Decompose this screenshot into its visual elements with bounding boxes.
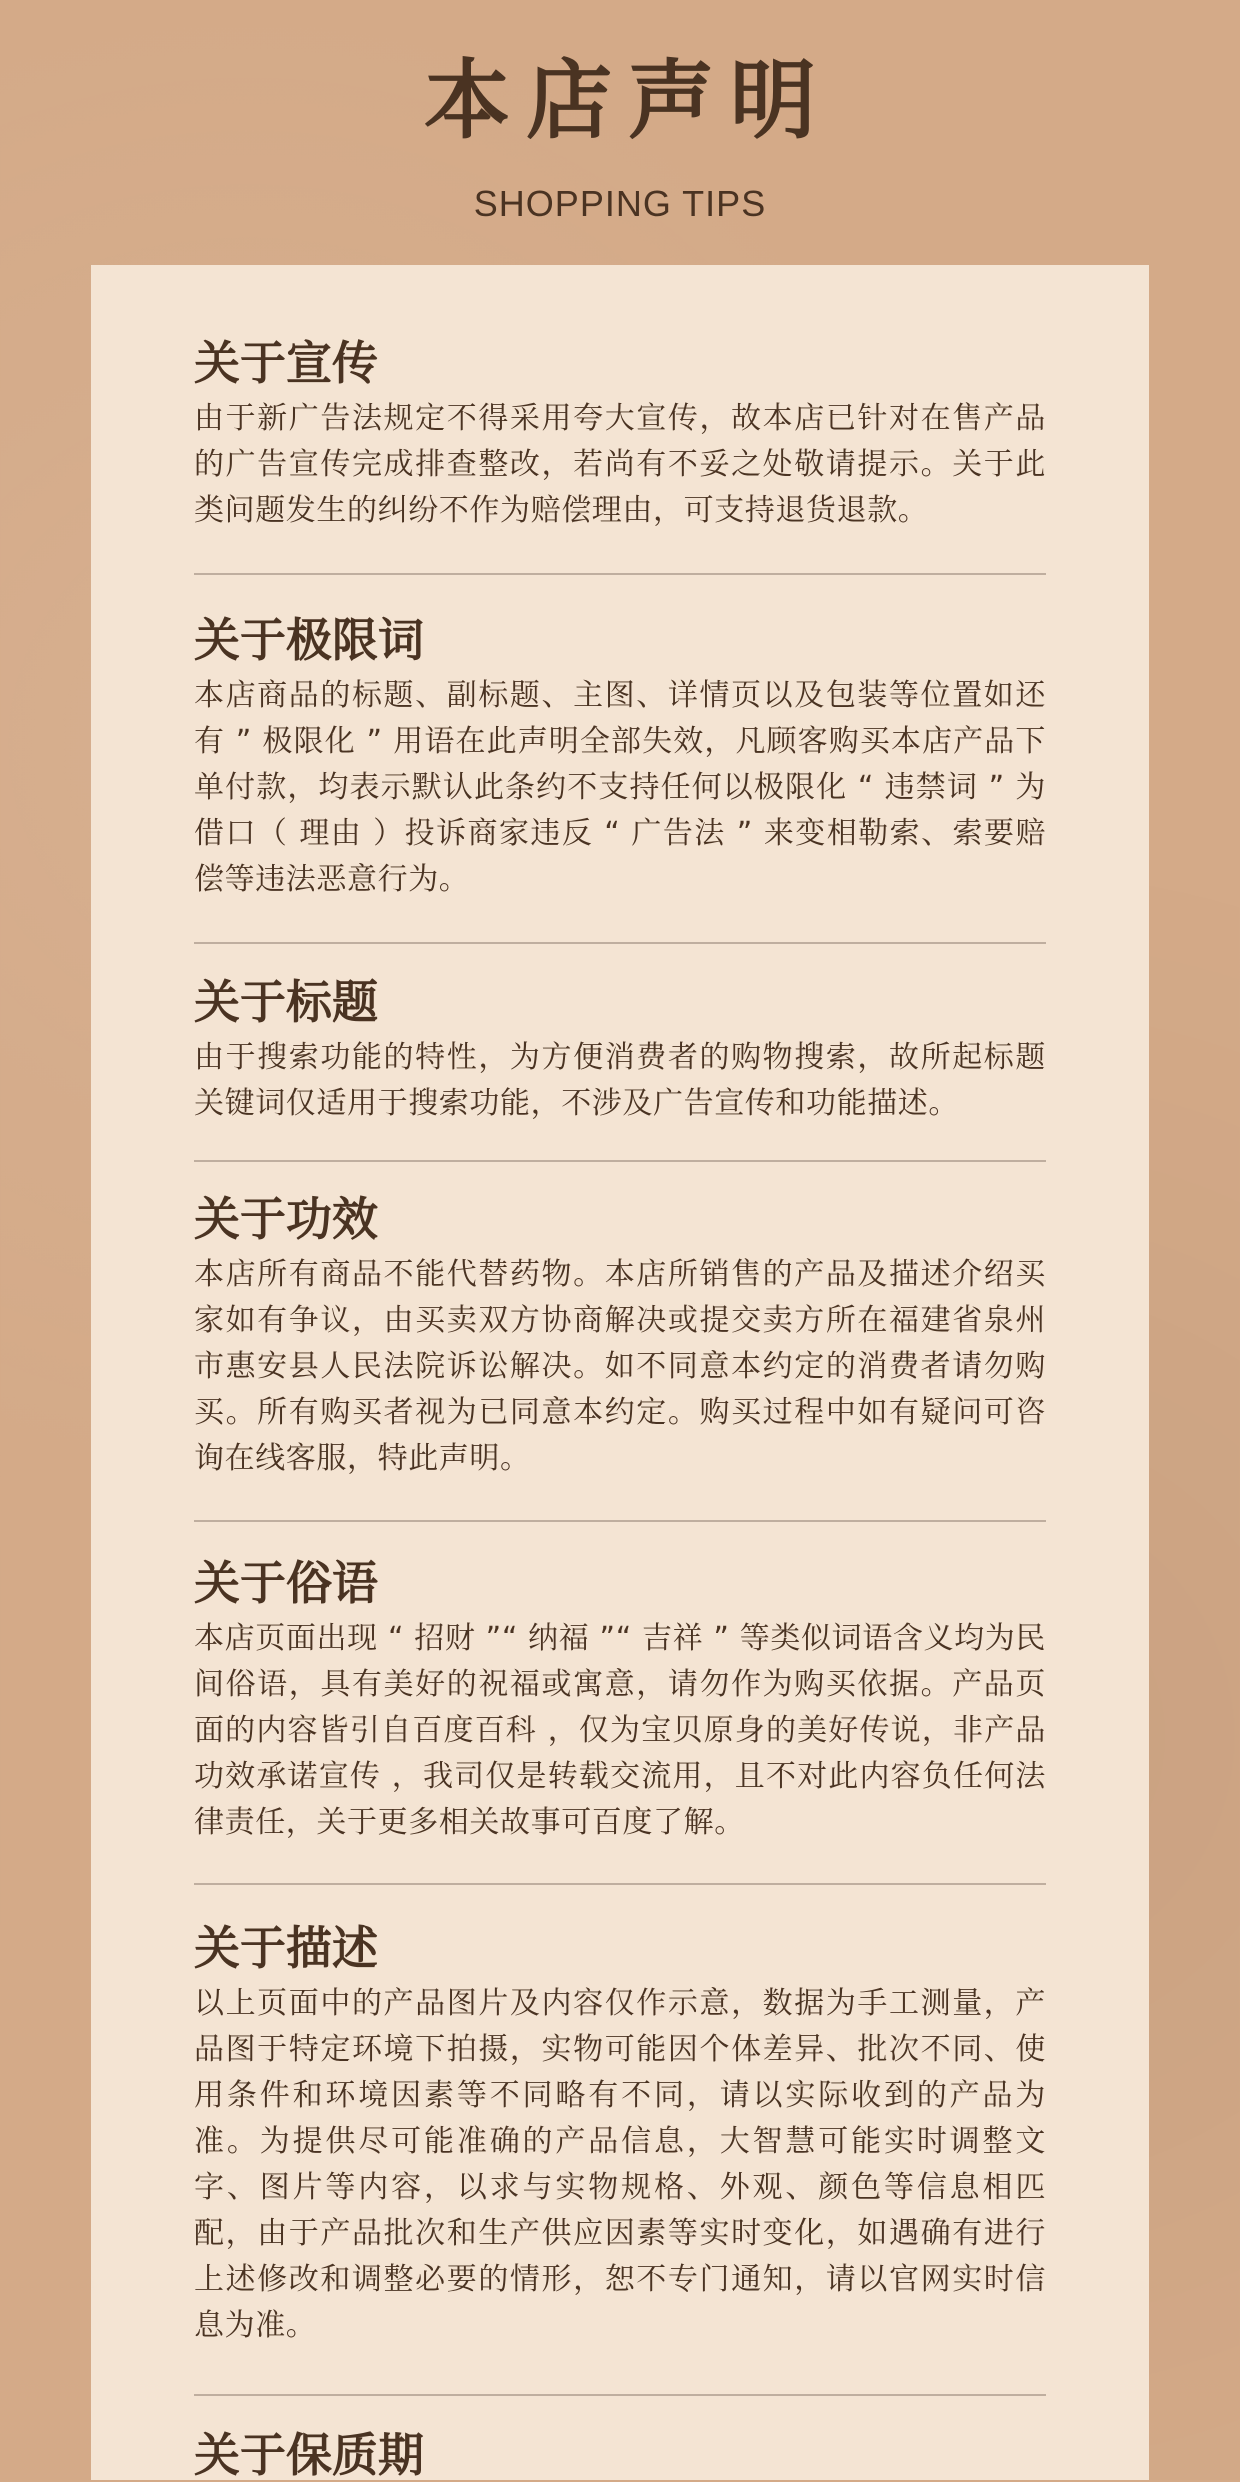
page-header [0,0,1240,265]
section-folk-sayings [194,1556,1046,1846]
section-body: 以上页面中的产品图片及内容仅作示意，数据为手工测量，产品图于特定环境下拍摄，实物可能因个体差异、批次不同、使用条件和环境因素等不同略有不同，请以实际收到的产品为准。为提供尽可能准确的产品信息，大智慧可能实时调整文字、图片等内容，以求与实物规格、外观、颜色等信息相匹配，由于产品批次和生产供应因素等实时变化，如遇确有进行上述修改和调整必要的情形，恕不专门通知，请以官网实时信息为准。 [194,1986,1046,2343]
section-shelf-life [194,2428,1046,2482]
section-title: 关于宣传 [194,336,378,390]
section-extreme-words [194,613,1046,903]
section-title: 关于功效 [194,1192,378,1246]
section-title: 关于保质期 [194,2428,424,2482]
section-body: 由于新广告法规定不得采用夸大宣传，故本店已针对在售产品的广告宣传完成排查整改，若尚有不妥之处敬请提示。关于此类问题发生的纠纷不作为赔偿理由，可支持退货退款。 [194,401,1046,528]
section-divider [194,1160,1046,1162]
section-efficacy [194,1192,1046,1482]
section-title: 关于描述 [194,1921,378,1975]
section-divider [194,1883,1046,1885]
section-body: 本店商品的标题、副标题、主图、详情页以及包装等位置如还有 ” 极限化 ” 用语在此声明全部失效，凡顾客购买本店产品下单付款，均表示默认此条约不支持任何以极限化 “ 违禁词 ” 为借口（ 理由 ）投诉商家违反 “ 广告法 ” 来变相勒索、索要赔偿等违法恶意行为。 [194,678,1046,897]
section-body: 本店所有商品不能代替药物。本店所销售的产品及描述介绍买家如有争议，由买卖双方协商解决或提交卖方所在福建省泉州市惠安县人民法院诉讼解决。如不同意本约定的消费者请勿购买。所有购买者视为已同意本约定。购买过程中如有疑问可咨询在线客服，特此声明。 [194,1257,1046,1476]
section-product-title [194,975,1046,1127]
section-divider [194,2394,1046,2396]
section-divider [194,573,1046,575]
section-body: 由于搜索功能的特性，为方便消费者的购物搜索，故所起标题关键词仅适用于搜索功能，不涉及广告宣传和功能描述。 [194,1040,1046,1121]
section-body: 本店页面出现 “ 招财 ”“ 纳福 ”“ 吉祥 ” 等类似词语含义均为民间俗语，具有美好的祝福或寓意，请勿作为购买依据。产品页面的内容皆引自百度百科 ，仅为宝贝原身的美好传说，非产品功效承诺宣传 ，我司仅是转载交流用，且不对此内容负任何法律责任，关于更多相关故事可百度了解。 [194,1621,1046,1840]
section-description [194,1921,1046,2349]
section-title: 关于极限词 [194,613,424,667]
section-divider [194,1520,1046,1522]
section-title: 关于俗语 [194,1556,378,1610]
section-title: 关于标题 [194,975,378,1029]
page-subtitle: SHOPPING TIPS [473,183,767,224]
section-promotion [194,336,1046,534]
section-divider [194,942,1046,944]
page-title: 本店声明 [424,51,832,151]
